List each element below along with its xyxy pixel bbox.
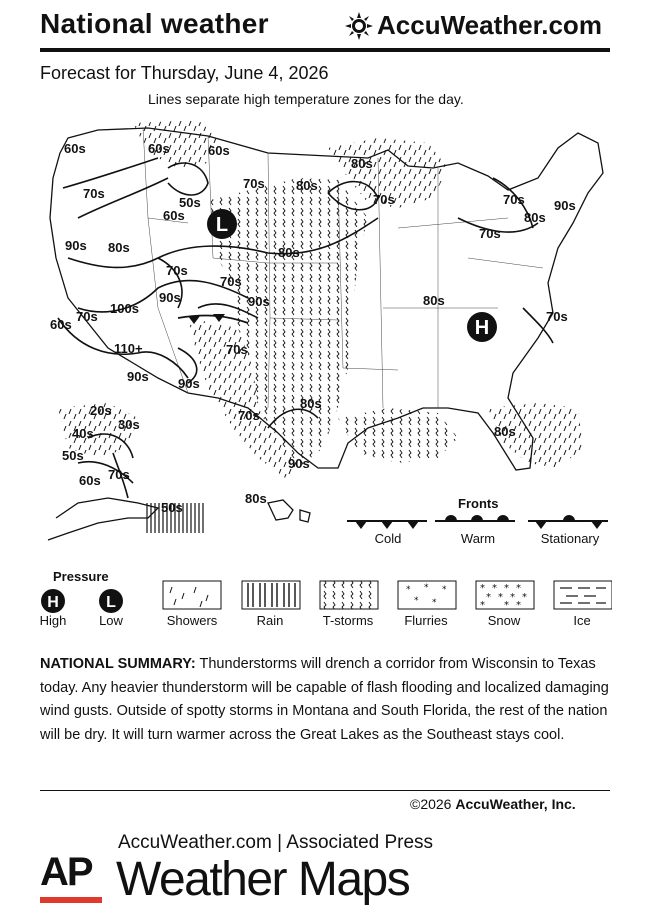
fronts-legend-symbols [345,513,610,533]
legend-low-symbol: L [106,594,116,611]
temp-label: 50s [161,500,183,515]
summary-heading: NATIONAL SUMMARY: [40,656,196,672]
temp-label: 80s [296,178,318,193]
ap-credit-line: AccuWeather.com | Associated Press [118,832,434,853]
temp-label: 80s [278,245,300,260]
temp-label: 70s [479,226,501,241]
svg-text:*: * [486,592,491,603]
temp-label: 60s [64,141,86,156]
header-rule [40,48,610,52]
temp-label: 70s [546,309,568,324]
svg-text:*: * [522,592,527,603]
temp-label: 80s [524,210,546,225]
temp-label: 70s [83,186,105,201]
ice-swatch [554,581,612,609]
svg-text:*: * [442,585,447,595]
precip-areas [58,120,583,533]
weather-map [38,108,613,548]
ap-logo-bar [40,897,102,903]
low-pressure-marker [207,209,237,239]
temp-label: 70s [373,192,395,207]
temp-label: 90s [178,376,200,391]
temp-label: 90s [288,456,310,471]
svg-text:*: * [406,585,411,595]
brand [345,10,602,41]
svg-text:*: * [414,596,419,606]
legend-ice: Ice [573,613,591,628]
snow-swatch [476,581,534,611]
legend-high: High [39,613,67,628]
showers-area-northwest [133,120,218,168]
ap-logo: AP [40,850,92,894]
temp-label: 80s [300,396,322,411]
forecast-date: Forecast for Thursday, June 4, 2026 [40,63,329,83]
temp-label: 80s [423,293,445,308]
stationary-front-symbol [528,515,608,529]
ap-weather-maps-title: Weather Maps [116,853,410,906]
copyright-prefix: ©2026 [410,796,452,812]
temp-label: 80s [245,491,267,506]
cold-front-symbol [347,521,427,529]
legend-flurries: Flurries [404,613,448,628]
sun-icon [345,12,373,40]
temp-label: 20s [90,403,112,418]
svg-text:*: * [480,583,485,594]
warm-front-symbol [435,515,515,521]
svg-text:*: * [498,592,503,603]
national-summary [40,653,610,747]
temp-label: 30s [118,417,140,432]
legend-cold: Cold [374,531,402,546]
svg-text:*: * [516,600,521,611]
temp-label: 90s [554,198,576,213]
temp-label: 60s [208,143,230,158]
temp-label: 110+ [114,341,143,356]
legend-tstorms: T-storms [322,613,374,628]
rain-swatch [242,581,300,609]
copyright [410,796,576,812]
page-title: National weather [40,8,269,39]
temp-label: 90s [159,290,181,305]
legend-stationary: Stationary [540,531,600,546]
svg-text:*: * [510,592,515,603]
high-pressure-letter: H [474,317,490,339]
temp-label: 70s [243,176,265,191]
showers-swatch [163,581,221,609]
temp-label: 70s [226,342,248,357]
legend-rain: Rain [256,613,284,628]
temp-label: 80s [351,156,373,171]
temp-label: 40s [72,426,94,441]
svg-text:*: * [492,583,497,594]
svg-text:*: * [480,600,485,611]
legend-warm: Warm [460,531,496,546]
fronts-title: Fronts [458,496,499,511]
temp-label: 80s [108,240,130,255]
footer-rule [40,790,610,791]
copyright-org: AccuWeather, Inc. [455,796,576,812]
flurries-swatch [398,581,456,609]
temp-label: 90s [127,369,149,384]
temp-label: 70s [503,192,525,207]
temp-label: 70s [220,274,242,289]
svg-text:*: * [504,583,509,594]
temp-label: 60s [79,473,101,488]
temp-label: 60s [148,141,170,156]
tstorms-swatch [320,581,378,609]
pressure-title: Pressure [53,569,109,584]
map-note: Lines separate high temperature zones for the day. [148,91,464,107]
temp-label: 60s [163,208,185,223]
temp-label: 70s [108,467,130,482]
svg-text:*: * [432,598,437,608]
temp-label: 90s [248,294,270,309]
svg-text:*: * [504,600,509,611]
temp-label: 100s [110,301,139,316]
temp-label: 50s [179,195,201,210]
temp-label: 70s [238,408,260,423]
temp-label: 80s [494,424,516,439]
temp-label: 70s [76,309,98,324]
svg-text:*: * [424,583,429,593]
summary-text: Thunderstorms will drench a corridor from Wisconsin to Texas today. Any heavier thunderstorm will be capable of flash flooding and localized damaging wind gusts. Outside of spotty storms in Montana and South Florida, the rest of the nation will be dry. It will turn warmer across the Great Lakes as the Southeast stays cool. [40,656,609,743]
high-pressure-marker [467,312,497,342]
temp-label: 50s [62,448,84,463]
precip-legend-swatches [160,579,612,613]
brand-name: AccuWeather.com [377,10,602,40]
temp-label: 90s [65,238,87,253]
legend-low: Low [99,613,123,628]
svg-text:*: * [516,583,521,594]
pressure-legend-symbols [40,588,130,614]
legend-snow: Snow [487,613,521,628]
temp-label: 70s [166,263,188,278]
legend-showers: Showers [166,613,218,628]
legend-high-symbol: H [47,594,59,611]
low-pressure-letter: L [215,214,229,236]
temp-label: 60s [50,317,72,332]
storm-area-gulf [338,408,458,463]
